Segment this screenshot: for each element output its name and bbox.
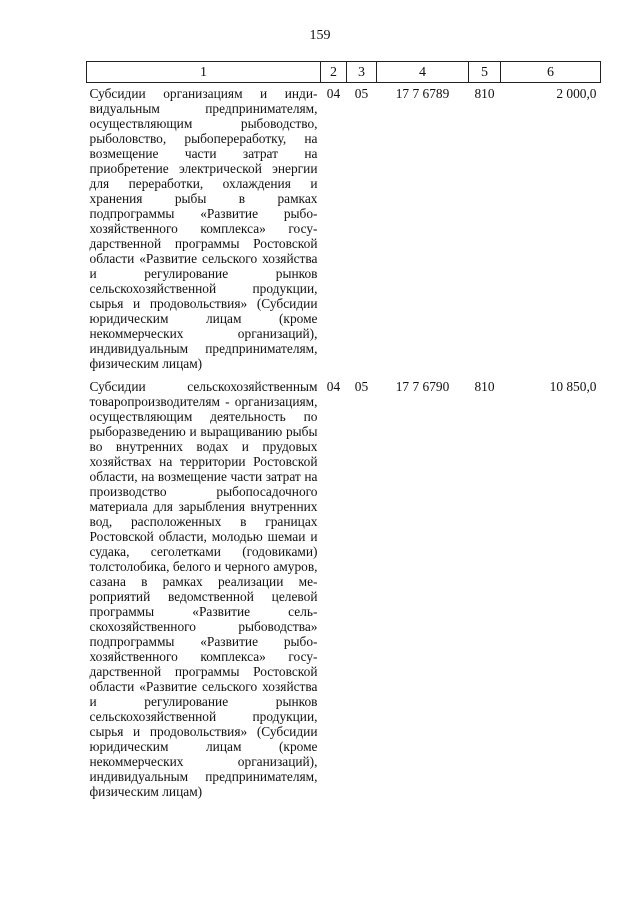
header-col-2: 2	[321, 62, 347, 83]
row-description: Субсидии сельскохозяйственным товаропроизводителям - организациям, осуществляющим деятельность по рыборазведению и выращиванию рыбы во внутренних водах и прудовых хозяйствах на территории Ростовской области, на возмещение части затрат на производство рыбопосадочного материала для зарыбления внутренних вод, расположенных в границах Ростовской области, молодью шемаи и судака, сеголетками (годовиками) толстолобика, белого и черного амуров, сазана в рамках реализации мероприятий ведомственной целевой программы «Развитие сельскохозяйственного рыбоводства» подпрограммы «Развитие рыбохозяйственного комплекса» государственной программы Ростовской области «Развитие сельского хозяйства и регулирование рынков сельскохозяйственной продукции, сырья и продовольствия» (Субсидии юридическим лицам (кроме некоммерческих организаций), индивидуальным предпринимателям, физическим лицам)	[89, 379, 318, 799]
page-number: 159	[309, 28, 331, 43]
row-amount: 10 850,0	[549, 379, 597, 394]
row-section-code: 04	[326, 379, 341, 394]
table-header	[87, 62, 601, 83]
row-subsection-code: 05	[354, 86, 369, 101]
row-section-code: 04	[326, 86, 341, 101]
header-row	[87, 62, 601, 83]
row-subsection-code: 05	[354, 379, 369, 394]
row-target-article: 17 7 6790	[395, 379, 450, 394]
row-expense-type: 810	[474, 379, 495, 394]
row-target-article: 17 7 6789	[395, 86, 450, 101]
table-body	[87, 83, 601, 800]
row-amount: 2 000,0	[556, 86, 597, 101]
row-description: Субсидии организациям и индивидуальным предпринимателям, осуществляющим рыбоводство, рыболовство, рыбопереработку, на возмещение части затрат на приобретение электрической энергии для переработки, охлаждения и хранения рыбы в рамках подпрограммы «Развитие рыбохозяйственного комплекса» государственной программы Ростовской области «Развитие сельского хозяйства и регулирование рынков сельскохозяйственной продукции, сырья и продовольствия» (Субсидии юридическим лицам (кроме некоммерческих организаций), индивидуальным предпринимателям, физическим лицам)	[89, 86, 318, 371]
budget-table	[86, 61, 601, 799]
header-col-4: 4	[377, 62, 469, 83]
header-col-5: 5	[469, 62, 501, 83]
table-row	[87, 371, 601, 799]
header-col-6: 6	[501, 62, 601, 83]
row-expense-type: 810	[474, 86, 495, 101]
table-row	[87, 83, 601, 372]
header-col-1: 1	[87, 62, 321, 83]
header-col-3: 3	[347, 62, 377, 83]
